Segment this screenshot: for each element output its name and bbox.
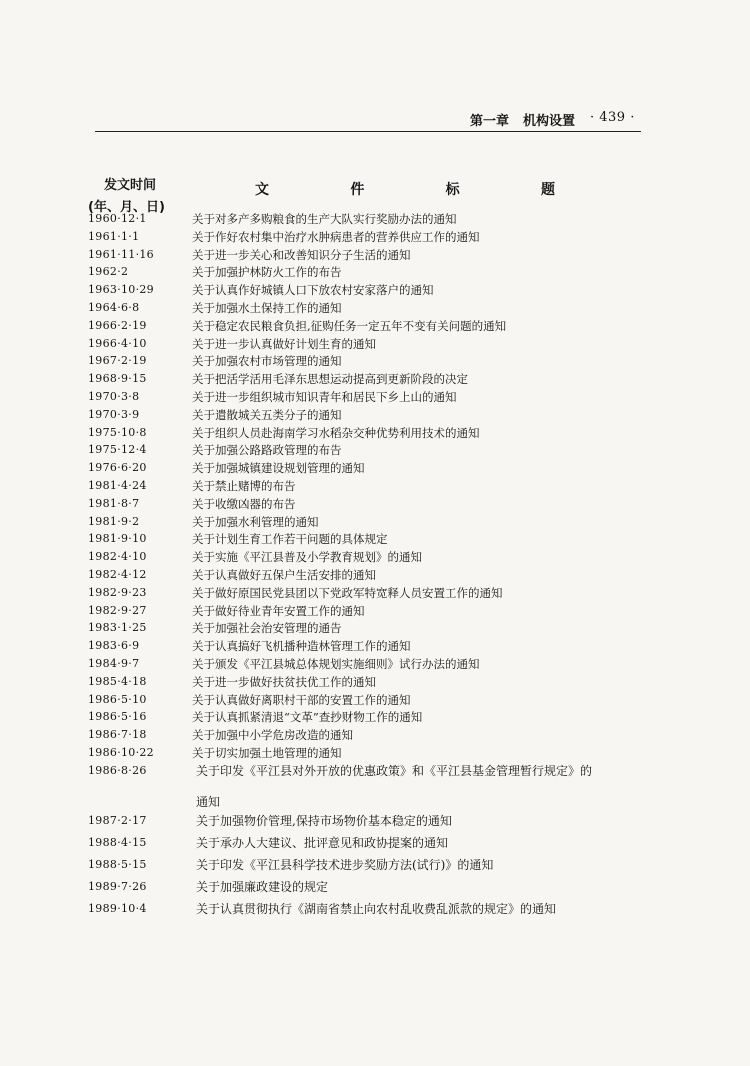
list-item <box>0 530 750 548</box>
entry-date: 1984·9·7 <box>88 657 140 670</box>
list-item <box>0 246 750 264</box>
list-item <box>0 619 750 637</box>
entry-title: 关于进一步认真做好计划生育的通知 <box>192 336 376 351</box>
entry-title: 关于收缴凶器的布告 <box>192 496 296 511</box>
entry-title: 关于颁发《平江县城总体规划实施细则》试行办法的通知 <box>192 657 480 671</box>
page-header <box>0 0 750 140</box>
entry-date: 1986·7·18 <box>88 728 147 742</box>
list-item <box>0 812 750 830</box>
entry-title: 关于加强农村市场管理的通知 <box>192 354 342 369</box>
entry-title: 关于加强社会治安管理的通告 <box>192 621 342 636</box>
entry-date: 1981·9·2 <box>88 514 140 528</box>
entry-title: 关于认真搞好飞机播种造林管理工作的通知 <box>192 639 411 654</box>
list-item <box>0 900 750 918</box>
entry-title: 关于认真作好城镇人口下放农村安家落户的通知 <box>192 283 434 298</box>
section-label: 机构设置 <box>523 114 576 129</box>
entry-title: 关于认真抓紧清退“文革”查抄财物工作的通知 <box>192 710 423 725</box>
entry-date: 1981·8·7 <box>88 496 140 510</box>
list-item <box>0 673 750 691</box>
entry-date: 1976·6·20 <box>88 461 147 475</box>
entry-title: 关于加强水利管理的通知 <box>192 514 319 529</box>
entry-date: 1981·9·10 <box>88 532 147 546</box>
entry-date: 1983·1·25 <box>88 621 147 635</box>
list-item <box>0 228 750 246</box>
list-item <box>0 352 750 370</box>
entry-title: 关于承办人大建议、批评意见和政协提案的通知 <box>196 836 449 850</box>
entry-date: 1962·2 <box>88 265 129 279</box>
entry-date: 1966·2·19 <box>88 318 147 332</box>
entry-title: 关于切实加强土地管理的通知 <box>192 746 342 760</box>
entry-date: 1985·4·18 <box>88 674 147 688</box>
entry-title: 关于认真贯彻执行《湖南省禁止向农村乱收费乱派款的规定》的通知 <box>196 902 557 916</box>
entry-title: 关于认真做好五保户生活安排的通知 <box>192 568 376 582</box>
entry-title: 关于实施《平江县普及小学教育规划》的通知 <box>192 550 422 565</box>
list-item <box>0 424 750 442</box>
entry-date: 1970·3·8 <box>88 390 140 403</box>
title-heading-char: 件 <box>350 182 365 198</box>
entry-date: 1967·2·19 <box>88 354 147 368</box>
entry-date: 1964·6·8 <box>88 301 140 314</box>
title-column-heading <box>255 179 555 199</box>
title-heading-char: 标 <box>445 182 460 198</box>
running-head <box>470 110 575 129</box>
entry-title: 关于加强城镇建设规划管理的通知 <box>192 461 365 476</box>
entry-date: 1989·7·26 <box>88 880 147 893</box>
entry-title: 关于进一步做好扶贫扶优工作的通知 <box>192 674 376 689</box>
entry-date: 1986·8·26 <box>88 763 147 777</box>
entry-date: 1988·4·15 <box>88 836 147 849</box>
list-item <box>0 513 750 531</box>
list-item <box>0 263 750 281</box>
entry-title: 关于做好待业青年安置工作的通知 <box>192 603 365 618</box>
entry-date: 1975·10·8 <box>88 425 147 439</box>
entry-date: 1961·11·16 <box>88 247 154 261</box>
list-item <box>0 335 750 353</box>
entry-title: 关于作好农村集中治疗水肿病患者的营养供应工作的通知 <box>192 229 480 244</box>
entry-date: 1983·6·9 <box>88 639 140 653</box>
entry-title: 关于印发《平江县科学技术进步奖励方法(试行)》的通知 <box>196 858 494 872</box>
list-item <box>0 299 750 317</box>
entry-date: 1975·12·4 <box>88 443 147 457</box>
entry-date: 1982·4·12 <box>88 568 147 581</box>
entry-title: 关于认真做好离职村干部的安置工作的通知 <box>192 692 411 707</box>
entry-date: 1987·2·17 <box>88 814 147 827</box>
entry-date: 1968·9·15 <box>88 372 147 386</box>
entry-title: 关于禁止赌博的布告 <box>192 479 296 493</box>
title-heading-char: 文 <box>255 182 269 198</box>
list-item <box>0 637 750 655</box>
list-item <box>0 388 750 406</box>
entry-date: 1982·4·10 <box>88 550 147 564</box>
chapter-label: 第一章 <box>470 114 510 129</box>
list-item <box>0 708 750 726</box>
entry-date: 1981·4·24 <box>88 479 147 492</box>
entry-title: 关于做好原国民党县团以下党政军特宽释人员安置工作的通知 <box>192 585 503 600</box>
list-item <box>0 655 750 673</box>
list-item <box>0 477 750 495</box>
list-item <box>0 744 750 762</box>
entry-date: 1986·5·16 <box>88 710 147 724</box>
entry-title: 关于加强中小学危房改造的通知 <box>192 728 353 743</box>
entry-date: 1961·1·1 <box>88 229 140 243</box>
list-item <box>0 210 750 228</box>
entry-title-continuation: 通知 <box>196 795 221 809</box>
entry-title: 关于印发《平江县对外开放的优惠政策》和《平江县基金管理暂行规定》的 <box>196 763 593 778</box>
entry-title: 关于进一步组织城市知识青年和居民下乡上山的通知 <box>192 390 457 404</box>
entry-date: 1966·4·10 <box>88 336 147 350</box>
list-item <box>0 834 750 852</box>
list-item <box>0 726 750 744</box>
entry-date: 1986·10·22 <box>88 746 154 759</box>
entry-date: 1986·5·10 <box>88 692 147 706</box>
title-heading-char: 题 <box>540 182 555 198</box>
entry-date: 1988·5·15 <box>88 858 147 871</box>
entry-title: 关于加强护林防火工作的布告 <box>192 265 342 280</box>
list-item <box>0 566 750 584</box>
entry-title: 关于进一步关心和改善知识分子生活的通知 <box>192 247 411 262</box>
entry-title: 关于计划生育工作若干问题的具体规定 <box>192 532 388 547</box>
entry-date: 1989·10·4 <box>88 902 147 915</box>
entry-date: 1982·9·27 <box>88 603 147 617</box>
entry-title: 关于对多产多购粮食的生产大队实行奖励办法的通知 <box>192 212 457 226</box>
entry-title: 关于把活学活用毛泽东思想运动提高到更新阶段的决定 <box>192 372 468 387</box>
entry-title: 关于加强公路路政管理的布告 <box>192 443 342 458</box>
list-item <box>0 281 750 299</box>
list-item <box>0 370 750 388</box>
list-item <box>0 441 750 459</box>
page-number: · 439 · <box>590 110 635 125</box>
list-item <box>0 691 750 709</box>
list-item <box>0 762 750 780</box>
entry-title: 关于加强水土保持工作的通知 <box>192 301 342 315</box>
entry-title: 关于加强物价管理,保持市场物价基本稳定的通知 <box>196 814 452 828</box>
entry-date: 1960·12·1 <box>88 212 147 225</box>
date-column-heading: 发文时间 <box>104 178 157 193</box>
list-item <box>0 495 750 513</box>
list-item <box>0 406 750 424</box>
list-item <box>0 317 750 335</box>
list-item <box>0 602 750 620</box>
entry-title: 关于组织人员赴海南学习水稻杂交种优势利用技术的通知 <box>192 425 480 440</box>
entry-title: 关于稳定农民粮食负担,征购任务一定五年不变有关问题的通知 <box>192 318 507 333</box>
list-item <box>0 856 750 874</box>
entry-title: 关于加强廉政建设的规定 <box>196 880 329 894</box>
date-column-subheading: (年、月、日) <box>88 200 165 215</box>
entry-date: 1963·10·29 <box>88 283 154 297</box>
header-rule <box>95 131 641 132</box>
entry-title: 关于遣散城关五类分子的通知 <box>192 407 342 422</box>
entry-date: 1970·3·9 <box>88 407 140 421</box>
list-item <box>0 584 750 602</box>
list-item <box>0 548 750 566</box>
list-item <box>0 878 750 896</box>
list-item <box>0 459 750 477</box>
entry-date: 1982·9·23 <box>88 585 147 599</box>
